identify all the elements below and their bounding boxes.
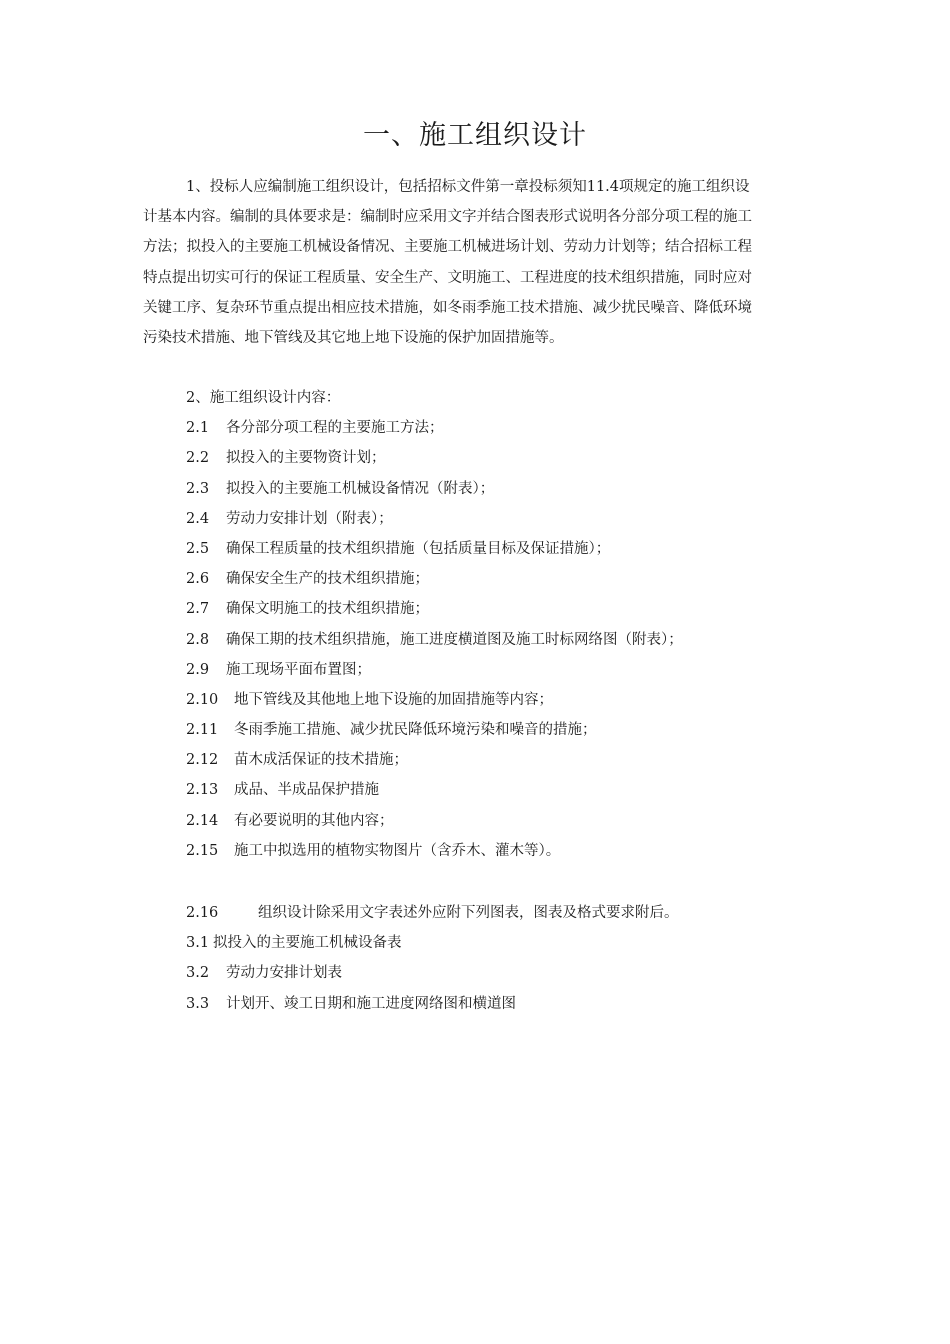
item-text: 劳动力安排计划（附表）；	[226, 510, 393, 527]
item-text: 确保工期的技术组织措施，施工进度横道图及施工时标网络图（附表）；	[226, 631, 683, 648]
attachments-list	[186, 898, 679, 1019]
table-list-item	[186, 928, 679, 958]
intro-line: 方法；拟投入的主要施工机械设备情况、主要施工机械进场计划、劳动力计划等；结合招标工程	[143, 239, 752, 256]
list-item	[186, 564, 683, 594]
list-item	[186, 685, 683, 715]
item-number: 3.2	[186, 965, 210, 982]
item-number: 2.16	[186, 905, 219, 921]
page-title: 一、施工组织设计	[363, 120, 587, 151]
item-number: 3.1	[186, 935, 210, 952]
item-text: 确保工程质量的技术组织措施（包括质量目标及保证措施）；	[226, 540, 611, 557]
list-item	[186, 806, 683, 836]
item-text: 施工现场平面布置图；	[226, 661, 371, 678]
item-number: 2.13	[186, 782, 219, 799]
item-text: 确保安全生产的技术组织措施；	[226, 571, 429, 588]
item-number: 2.5	[186, 540, 210, 557]
item-number: 2.15	[186, 842, 219, 859]
item-number: 2.10	[186, 691, 219, 708]
item-number: 2.4	[186, 510, 210, 527]
list-item	[186, 594, 683, 624]
intro-line: 污染技术措施、地下管线及其它地上地下设施的保护加固措施等。	[143, 330, 564, 347]
list-item	[186, 775, 683, 805]
list-item	[186, 898, 679, 928]
item-text: 劳动力安排计划表	[226, 965, 342, 982]
item-text: 施工中拟选用的植物实物图片（含乔木、灌木等）。	[234, 842, 561, 859]
item-number: 2.11	[186, 722, 219, 739]
item-number: 2.7	[186, 601, 210, 618]
content-list	[186, 383, 683, 866]
list-item	[186, 504, 683, 534]
item-text: 组织设计除采用文字表述外应附下列图表，图表及格式要求附后。	[258, 905, 679, 921]
item-number: 3.3	[186, 995, 210, 1012]
table-list-item	[186, 989, 679, 1019]
item-text: 冬雨季施工措施、减少扰民降低环境污染和噪音的措施；	[234, 722, 597, 739]
item-number: 2.3	[186, 480, 210, 497]
item-text: 拟投入的主要物资计划；	[226, 450, 386, 467]
list-item	[186, 443, 683, 473]
item-text: 有必要说明的其他内容；	[234, 812, 394, 829]
intro-line: 1、投标人应编制施工组织设计，包括招标文件第一章投标须知11.4项规定的施工组织设	[186, 179, 750, 195]
item-text: 确保文明施工的技术组织措施；	[226, 601, 429, 618]
section-heading: 2、施工组织设计内容：	[186, 390, 341, 406]
list-item	[186, 474, 683, 504]
item-text: 苗木成活保证的技术措施；	[234, 752, 408, 769]
intro-line: 特点提出切实可行的保证工程质量、安全生产、文明施工、工程进度的技术组织措施，同时应对	[143, 269, 752, 286]
intro-line: 计基本内容。编制的具体要求是：编制时应采用文字并结合图表形式说明各分部分项工程的施工	[143, 209, 752, 226]
item-text: 地下管线及其他地上地下设施的加固措施等内容；	[234, 691, 553, 708]
item-text: 成品、半成品保护措施	[234, 782, 379, 799]
item-text: 拟投入的主要施工机械设备情况（附表）；	[226, 480, 495, 497]
intro-line: 关键工序、复杂环节重点提出相应技术措施，如冬雨季施工技术措施、减少扰民噪音、降低环境	[143, 299, 752, 316]
item-number: 2.14	[186, 812, 219, 829]
item-text: 各分部分项工程的主要施工方法；	[226, 420, 444, 437]
intro-paragraph	[143, 172, 817, 353]
item-text: 拟投入的主要施工机械设备表	[213, 935, 402, 952]
list-item	[186, 655, 683, 685]
table-list-item	[186, 958, 679, 988]
list-item	[186, 745, 683, 775]
list-item	[186, 413, 683, 443]
item-number: 2.9	[186, 661, 210, 678]
item-number: 2.6	[186, 571, 210, 588]
list-item	[186, 715, 683, 745]
list-item	[186, 625, 683, 655]
list-item	[186, 534, 683, 564]
item-number: 2.2	[186, 450, 210, 467]
item-number: 2.1	[186, 420, 210, 437]
item-text: 计划开、竣工日期和施工进度网络图和横道图	[226, 995, 516, 1012]
item-number: 2.12	[186, 752, 219, 769]
list-item	[186, 836, 683, 866]
item-number: 2.8	[186, 631, 210, 648]
